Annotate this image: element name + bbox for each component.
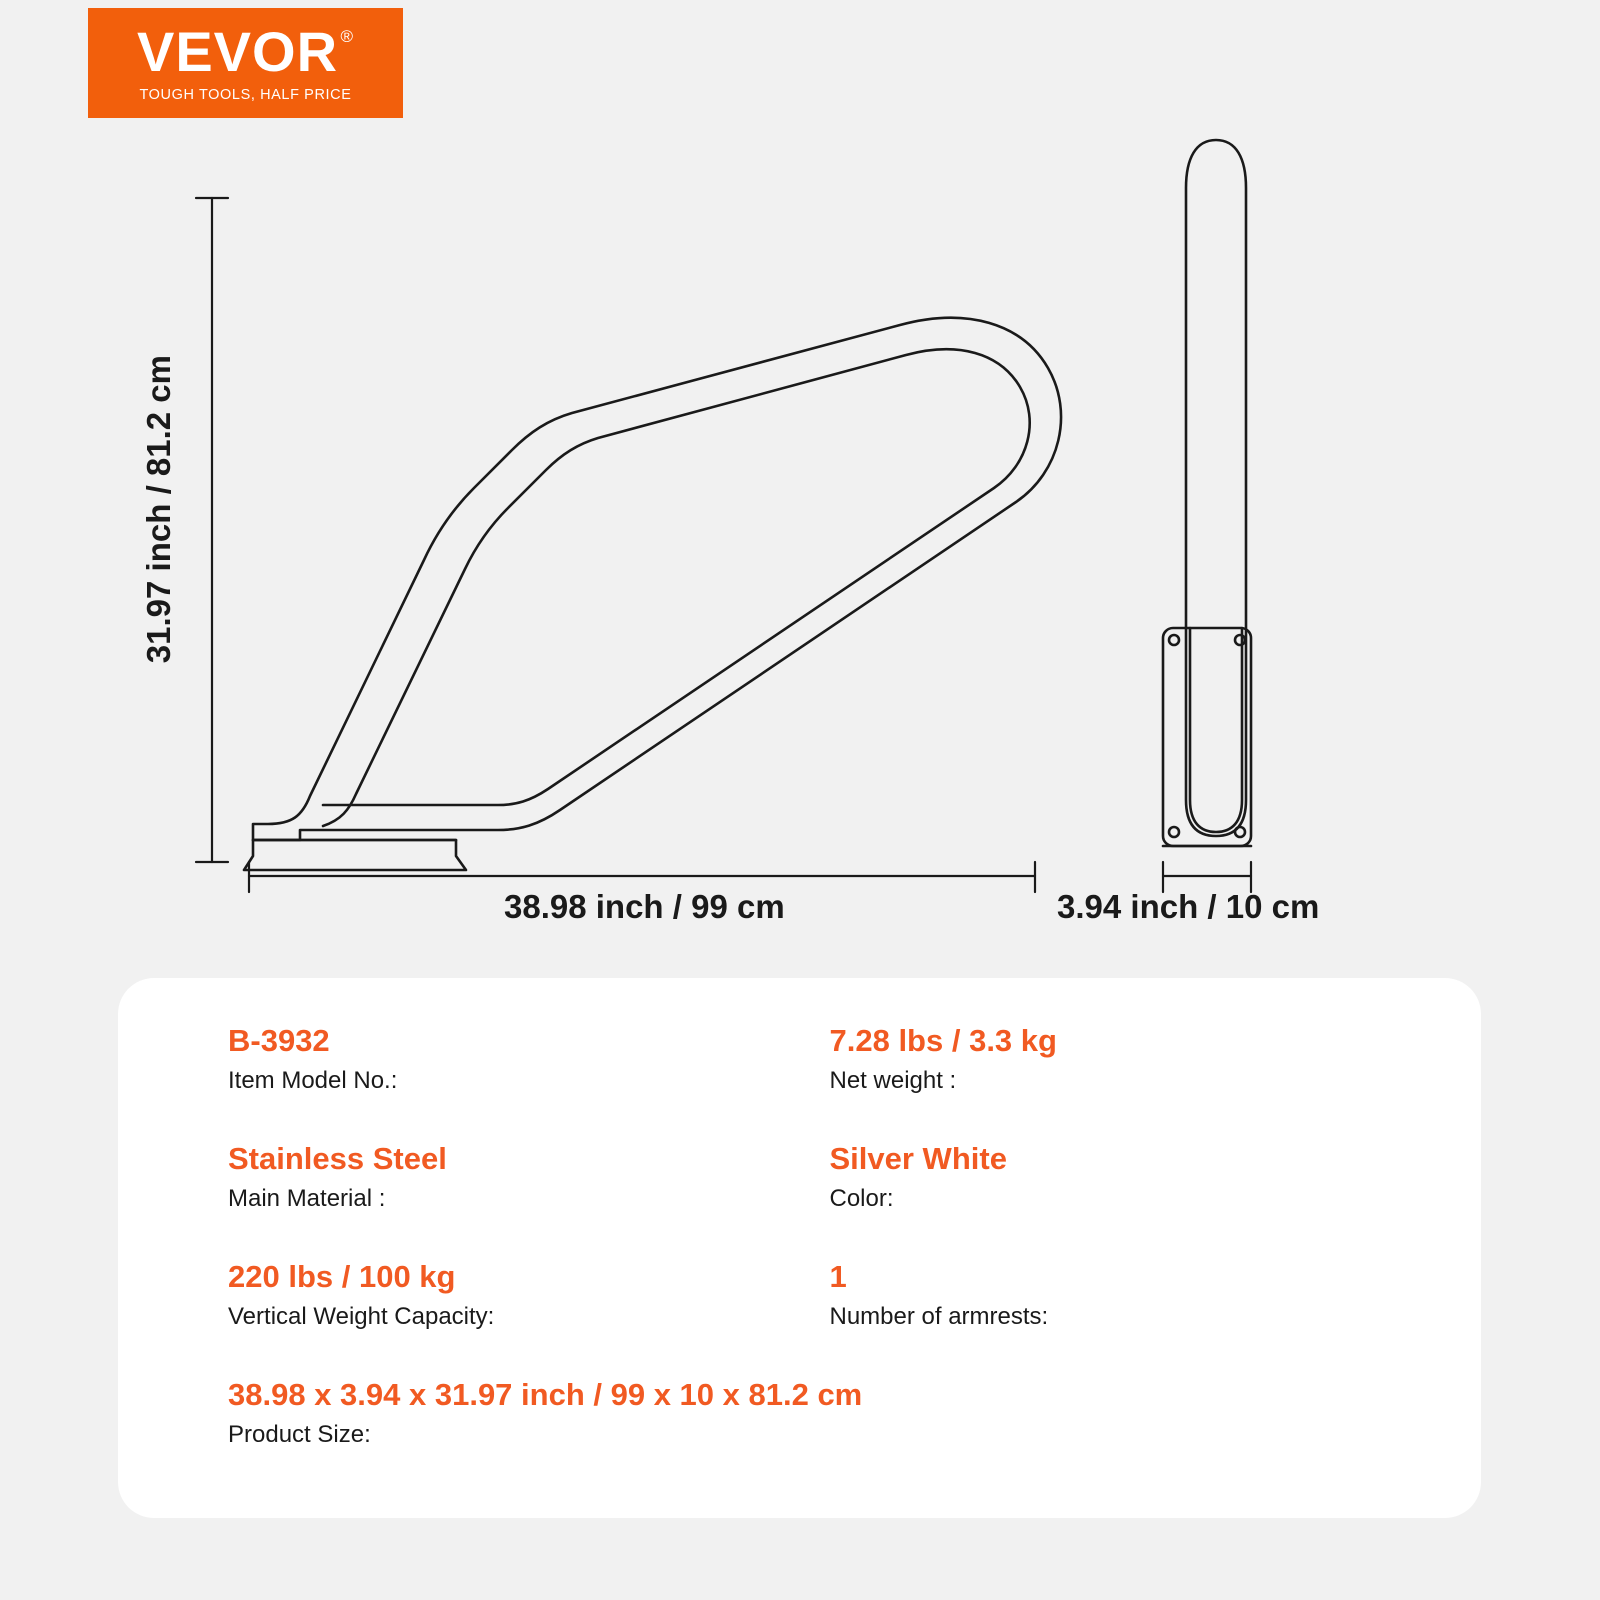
front-view-post: [1186, 140, 1246, 836]
depth-dimension-label: 3.94 inch / 10 cm: [1057, 888, 1320, 925]
spec-label-color: Color:: [829, 1184, 894, 1212]
spec-item-weight-capacity: [228, 1258, 770, 1332]
width-dimension-label: 38.98 inch / 99 cm: [504, 888, 785, 925]
diagram-svg: [0, 110, 1600, 940]
mounting-plate: [1163, 628, 1251, 846]
spec-label-material: Main Material :: [228, 1184, 386, 1212]
brand-tagline: TOUGH TOOLS, HALF PRICE: [139, 86, 352, 103]
spec-item-product-size: [228, 1376, 1371, 1450]
spec-label-net-weight: Net weight :: [829, 1066, 957, 1094]
spec-label-weight-capacity: Vertical Weight Capacity:: [228, 1302, 495, 1330]
spec-value-color: Silver White: [829, 1140, 1007, 1176]
spec-label-armrest-count: Number of armrests:: [829, 1302, 1049, 1330]
mounting-plate-slot: [1190, 628, 1242, 832]
spec-item-armrest-count: [830, 1258, 1372, 1332]
product-dimension-diagram: [0, 110, 1600, 940]
height-dimension-label: 31.97 inch / 81.2 cm: [140, 355, 177, 664]
screw-hole-bottom-left: [1169, 827, 1179, 837]
spec-value-material: Stainless Steel: [228, 1140, 447, 1176]
spec-value-net-weight: 7.28 lbs / 3.3 kg: [829, 1023, 1057, 1058]
spec-value-armrest-count: 1: [829, 1258, 847, 1294]
brand-logo: [88, 8, 403, 118]
spec-value-weight-capacity: 220 lbs / 100 kg: [228, 1258, 456, 1294]
specification-card: [118, 978, 1481, 1518]
base-flange-side: [244, 840, 466, 870]
registered-mark-icon: ®: [340, 26, 355, 46]
spec-item-material: [228, 1140, 770, 1214]
brand-name-text: VEVOR: [136, 19, 339, 83]
specification-grid: [228, 1022, 1371, 1450]
spec-item-model: [228, 1022, 770, 1096]
spec-value-product-size: 38.98 x 3.94 x 31.97 inch / 99 x 10 x 81.2 cm: [228, 1376, 863, 1412]
screw-hole-top-right: [1235, 635, 1245, 645]
spec-value-model: B-3932: [228, 1023, 330, 1058]
screw-hole-top-left: [1169, 635, 1179, 645]
handrail-inner-contour: [323, 349, 1030, 826]
spec-item-net-weight: [830, 1022, 1372, 1096]
brand-name: [136, 19, 355, 83]
handrail-outer-contour: [253, 318, 1061, 840]
spec-label-product-size: Product Size:: [228, 1420, 371, 1448]
spec-item-color: [830, 1140, 1372, 1214]
screw-hole-bottom-right: [1235, 827, 1245, 837]
spec-label-model: Item Model No.:: [228, 1066, 398, 1094]
